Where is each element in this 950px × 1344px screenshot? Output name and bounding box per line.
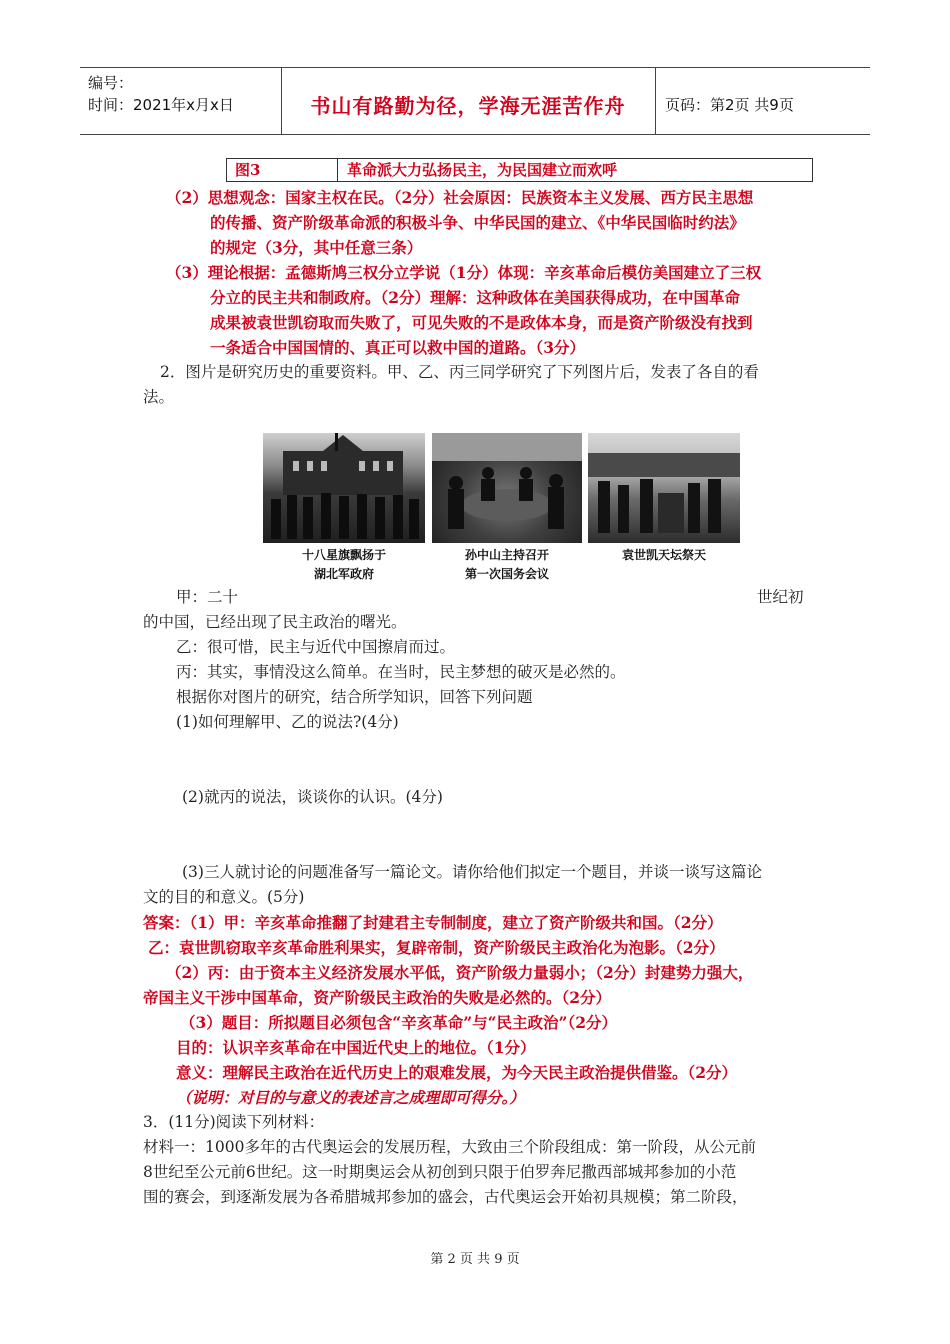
answer1-line: 分立的民主共和制政府。（2分）理解：这种政体在美国获得成功，在中国革命	[210, 288, 741, 307]
answer1-line: （2）思想观念：国家主权在民。（2分）社会原因：民族资本主义发展、西方民主思想	[166, 188, 754, 207]
question2-sub1: (1)如何理解甲、乙的说法?(4分)	[176, 713, 399, 731]
answer2-line: （2）丙：由于资本主义经济发展水平低，资产阶级力量弱小；（2分）封建势力强大，	[166, 963, 754, 982]
photo-caption-line: 湖北军政府	[313, 567, 374, 581]
answer2-line: 答案：（1）甲：辛亥革命推翻了封建君主专制制度，建立了资产阶级共和国。（2分）	[143, 913, 723, 932]
question2-intro: 法。	[143, 388, 175, 406]
document-date: 时间：2021年x月x日	[88, 96, 234, 114]
answer2-note: （说明：对目的与意义的表述言之成理即可得分。）	[176, 1088, 525, 1107]
header-divider-right	[655, 67, 656, 135]
photo-caption	[588, 546, 740, 565]
header-bottom-rule	[80, 134, 870, 135]
answer2-line: 帝国主义干涉中国革命，资产阶级民主政治的失败是必然的。（2分）	[143, 988, 612, 1007]
answer1-line: 的传播、资产阶级革命派的积极斗争、中华民国的建立、《中华民国临时约法》	[210, 213, 745, 232]
answer1-line: （3）理论根据：孟德斯鸠三权分立学说（1分）体现：辛亥革命后模仿美国建立了三权	[166, 263, 762, 282]
question2-sub3: 文的目的和意义。(5分)	[143, 888, 305, 906]
photo-caption-line: 第一次国务会议	[464, 567, 549, 581]
statement-jia-cont: 的中国，已经出现了民主政治的曙光。	[143, 613, 407, 631]
photo-caption-line: 十八星旗飘扬于	[301, 548, 386, 562]
question2-sub3: (3)三人就讨论的问题准备写一篇论文。请你给他们拟定一个题目，并谈一谈写这篇论	[182, 863, 762, 881]
photo-hubei-military-government	[263, 433, 425, 543]
question3-line: 3．(11分)阅读下列材料：	[143, 1113, 325, 1131]
statement-jia-end: 世纪初	[757, 588, 804, 606]
figure-text-cell	[347, 159, 617, 181]
answer2-line: 意义：理解民主政治在近代历史上的艰难发展，为今天民主政治提供借鉴。（2分）	[176, 1063, 738, 1082]
photo-yuan-shikai-temple-of-heaven	[588, 433, 740, 543]
header-motto: 书山有路勤为径，学海无涯苦作舟	[310, 94, 626, 118]
answer1-line: 的规定（3分，其中任意三条）	[210, 238, 423, 257]
figure-label-cell	[227, 159, 338, 181]
question3-line: 8世纪至公元前6世纪。这一时期奥运会从初创到只限于伯罗奔尼撒西部城邦参加的小范	[143, 1163, 737, 1181]
question2-intro: 2．图片是研究历史的重要资料。甲、乙、丙三同学研究了下列图片后，发表了各自的看	[160, 363, 759, 381]
ceremony-scene-icon	[588, 433, 740, 543]
photo-caption	[432, 546, 582, 584]
statement-bing: 丙：其实，事情没这么简单。在当时，民主梦想的破灭是必然的。	[176, 663, 626, 681]
answer1-line: 一条适合中国国情的、真正可以救中国的道路。（3分）	[210, 338, 586, 357]
figure-label: 图3	[235, 161, 261, 179]
document-number-label: 编号：	[88, 74, 134, 92]
meeting-scene-icon	[432, 433, 582, 543]
photo-caption-line: 孙中山主持召开	[464, 548, 549, 562]
building-silhouette-icon	[263, 433, 425, 543]
question2-instruction: 根据你对图片的研究，结合所学知识，回答下列问题	[176, 688, 533, 706]
statement-jia-start: 甲：二十	[176, 588, 239, 606]
page-footer: 第 2 页 共 9 页	[430, 1252, 520, 1267]
answer1-line: 成果被袁世凯窃取而失败了，可见失败的不是政体本身，而是资产阶级没有找到	[210, 313, 753, 332]
photo-first-state-council-meeting	[432, 433, 582, 543]
header-top-rule	[80, 67, 870, 68]
figure-table-row	[226, 158, 813, 182]
answer2-line: 目的：认识辛亥革命在中国近代史上的地位。（1分）	[176, 1038, 536, 1057]
answer2-line: 乙：袁世凯窃取辛亥革命胜利果实，复辟帝制，资产阶级民主政治化为泡影。（2分）	[148, 938, 725, 957]
answer2-line: （3）题目：所拟题目必须包含“辛亥革命”与“民主政治”（2分）	[180, 1013, 617, 1032]
question3-line: 围的赛会，到逐渐发展为各希腊城邦参加的盛会，古代奥运会开始初具规模；第二阶段，	[143, 1188, 748, 1206]
figure-text: 革命派大力弘扬民主，为民国建立而欢呼	[347, 161, 618, 179]
header-page-info: 页码：第2页 共9页	[665, 96, 794, 114]
photo-caption	[263, 546, 425, 584]
question3-line: 材料一：1000多年的古代奥运会的发展历程，大致由三个阶段组成：第一阶段，从公元前	[143, 1138, 756, 1156]
question2-sub2: (2)就丙的说法，谈谈你的认识。(4分)	[182, 788, 443, 806]
photo-caption-line: 袁世凯天坛祭天	[621, 548, 706, 562]
statement-yi: 乙：很可惜，民主与近代中国擦肩而过。	[176, 638, 456, 656]
header-info	[88, 72, 234, 116]
